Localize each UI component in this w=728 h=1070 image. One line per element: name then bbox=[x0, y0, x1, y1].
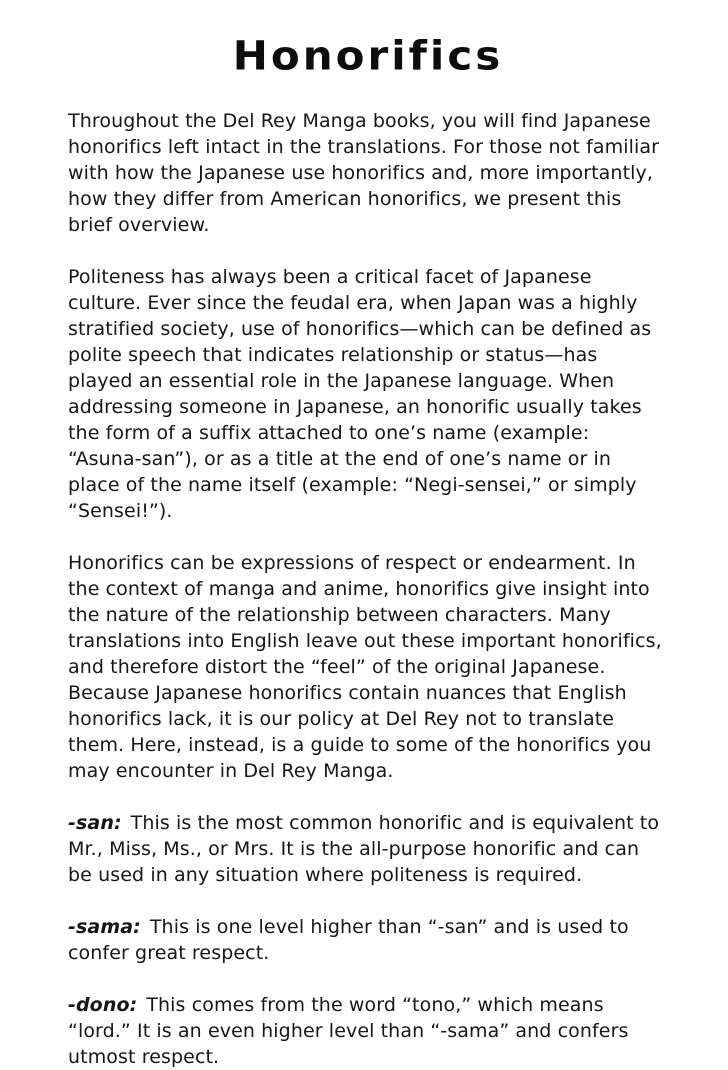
politeness-paragraph: Politeness has always been a critical facet of Japanese culture. Ever since the feudal era, when Japan was a highly stratified society, use of honorifics—which can be defined as polite speech that indicates relationship or status—has played an essential role in the Japanese language. When addressing someone in Japanese, an honorific usually takes the form of a suffix attached to one’s name (example: “Asuna-san”), or as a title at the end of one’s name or in place of the name itself (example: “Negi-sensei,” or simply “Sensei!”). bbox=[68, 266, 652, 523]
glossary-definition-dono: This comes from the word “tono,” which means “lord.” It is an even higher level than “-sama” and confers utmost respect. bbox=[68, 994, 629, 1069]
glossary-term-sama: -sama: bbox=[68, 916, 141, 939]
page-title: Honorifics bbox=[232, 32, 504, 80]
glossary-entry-sama bbox=[68, 914, 668, 966]
glossary-entry-san bbox=[68, 810, 668, 888]
glossary-definition-sama: This is one level higher than “-san” and is used to confer great respect. bbox=[68, 916, 629, 965]
intro-paragraph: Throughout the Del Rey Manga books, you will find Japanese honorifics left intact in the translations. For those not familiar with how the Japanese use honorifics and, more importantly, how they differ from American honorifics, we present this brief overview. bbox=[68, 110, 660, 237]
glossary-term-dono: -dono: bbox=[68, 994, 138, 1017]
glossary-term-san: -san: bbox=[68, 812, 122, 835]
policy-paragraph: Honorifics can be expressions of respect or endearment. In the context of manga and anime, honorifics give insight into the nature of the relationship between characters. Many translations into English leave out these important honorifics, and therefore distort the “feel” of the original Japanese. Because Japanese honorifics contain nuances that English honorifics lack, it is our policy at Del Rey not to translate them. Here, instead, is a guide to some of the honorifics you may encounter in Del Rey Manga. bbox=[68, 552, 662, 783]
glossary-entry-dono bbox=[68, 992, 668, 1070]
glossary-definition-san: This is the most common honorific and is equivalent to Mr., Miss, Ms., or Mrs. It is the all-purpose honorific and can be used in any situation where politeness is required. bbox=[68, 812, 660, 887]
